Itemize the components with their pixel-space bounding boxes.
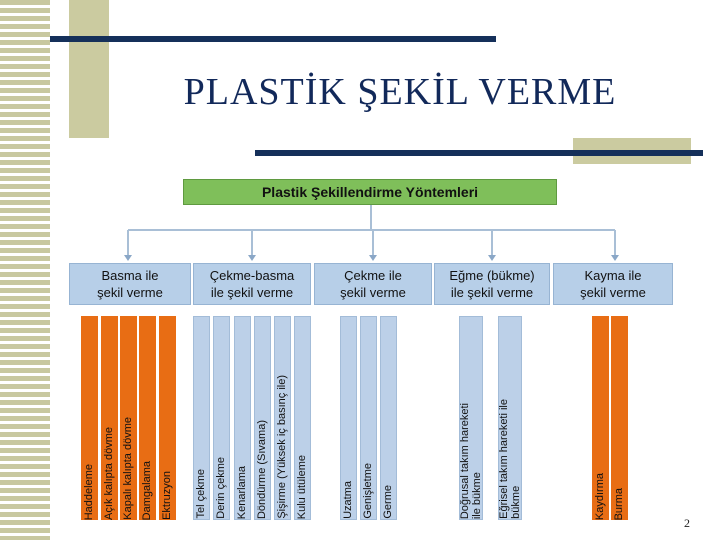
decorative-stripes xyxy=(0,0,50,540)
method-leaf xyxy=(139,316,156,520)
method-leaf-label: Eğrisel takım hareketi ile bükme xyxy=(498,399,522,519)
method-leaf-label: Burma xyxy=(613,487,625,520)
method-leaf-label: Haddeleme xyxy=(83,463,95,520)
category-box: Kayma ile şekil verme xyxy=(553,263,673,305)
decorative-line-bottom xyxy=(255,150,703,156)
method-leaf xyxy=(498,316,522,520)
decorative-line-top xyxy=(50,36,496,42)
decorative-block-top xyxy=(69,0,109,138)
method-leaf-label: Germe xyxy=(382,485,394,519)
connector-arrow xyxy=(488,255,496,261)
connector-arrow xyxy=(611,255,619,261)
connector-drop xyxy=(127,230,129,255)
method-leaf xyxy=(611,316,628,520)
method-leaf-label: Kulu ütüleme xyxy=(296,454,308,519)
method-leaf xyxy=(101,316,118,520)
method-leaf xyxy=(360,316,377,520)
method-leaf xyxy=(193,316,210,520)
category-box: Çekme ile şekil verme xyxy=(314,263,432,305)
method-leaf xyxy=(159,316,176,520)
method-leaf xyxy=(294,316,311,520)
method-leaf xyxy=(120,316,137,520)
method-leaf xyxy=(254,316,271,520)
method-leaf-label: Damgalama xyxy=(141,460,153,520)
method-leaf xyxy=(340,316,357,520)
method-leaf-label: Döndürme (Sıvama) xyxy=(256,419,268,519)
method-leaf-label: Uzatma xyxy=(342,481,354,519)
connector-arrow xyxy=(124,255,132,261)
method-leaf-label: Kenarlama xyxy=(236,465,248,519)
page-number: 2 xyxy=(684,516,690,530)
connector-arrow xyxy=(369,255,377,261)
method-leaf xyxy=(213,316,230,520)
method-leaf xyxy=(592,316,609,520)
method-leaf-label: Genişletme xyxy=(362,463,374,519)
method-leaf-label: Şişirme (Yüksek iç basınç ile) xyxy=(276,375,288,519)
category-box: Basma ile şekil verme xyxy=(69,263,191,305)
method-leaf xyxy=(234,316,251,520)
slide-title: PLASTİK ŞEKİL VERME xyxy=(183,71,617,113)
method-leaf-label: Açık kalıpta dövme xyxy=(103,427,115,520)
method-leaf-label: Kaydırma xyxy=(594,472,606,520)
connector-trunk xyxy=(370,205,372,230)
category-box: Çekme-basma ile şekil verme xyxy=(193,263,311,305)
connector-arrow xyxy=(248,255,256,261)
method-leaf xyxy=(274,316,291,520)
connector-drop xyxy=(614,230,616,255)
method-leaf-label: Doğrusal takım hareketi ile bükme xyxy=(459,402,483,519)
method-leaf-label: Kapalı kalıpta dövme xyxy=(122,417,134,520)
connector-drop xyxy=(372,230,374,255)
method-leaf-label: Tel çekme xyxy=(195,469,207,519)
connector-drop xyxy=(251,230,253,255)
method-leaf-label: Derin çekme xyxy=(215,457,227,519)
method-leaf xyxy=(81,316,98,520)
connector-drop xyxy=(491,230,493,255)
method-leaf xyxy=(459,316,483,520)
method-leaf-label: Ektruzyon xyxy=(161,471,173,520)
category-box: Eğme (bükme) ile şekil verme xyxy=(434,263,550,305)
diagram-root-box: Plastik Şekillendirme Yöntemleri xyxy=(183,179,557,205)
method-leaf xyxy=(380,316,397,520)
